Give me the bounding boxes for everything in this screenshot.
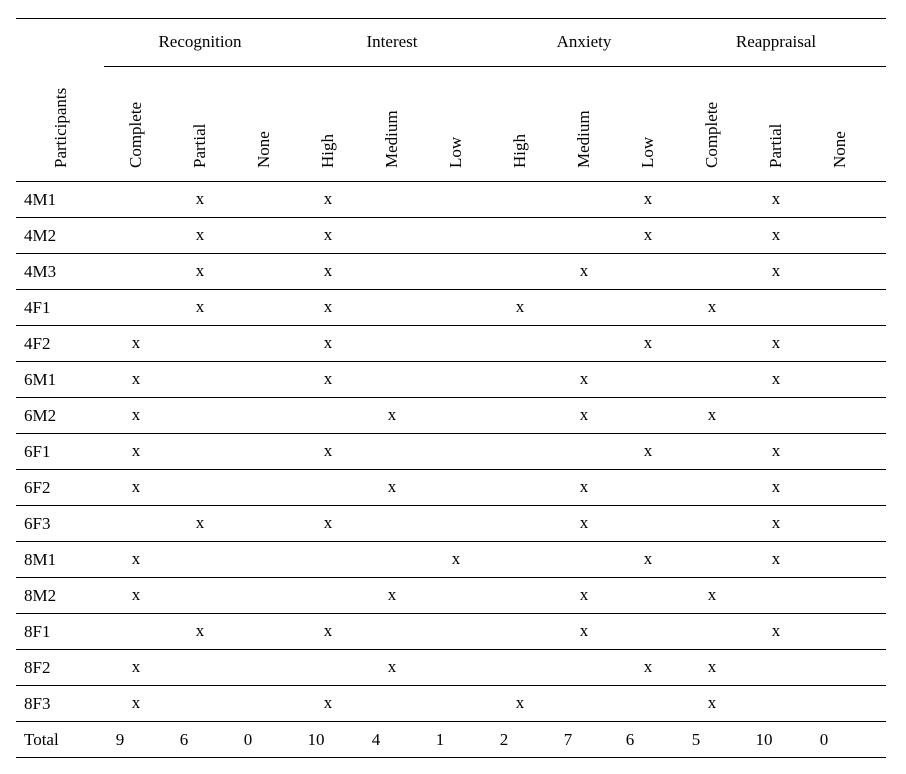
column-header-interest-medium: Medium	[382, 110, 401, 168]
cell-mark: x	[387, 585, 397, 604]
cell-mark: x	[771, 621, 781, 640]
total-value: 6	[625, 730, 635, 749]
cell-mark: x	[131, 693, 141, 712]
cell-mark: x	[131, 441, 141, 460]
row-divider	[16, 577, 886, 578]
row-label: 8M1	[24, 550, 57, 569]
cell-mark: x	[195, 225, 205, 244]
cell-mark: x	[771, 189, 781, 208]
cell-mark: x	[771, 369, 781, 388]
cell-mark: x	[771, 441, 781, 460]
total-value: 6	[179, 730, 189, 749]
column-header-recognition-partial: Partial	[190, 123, 209, 168]
total-value: 10	[755, 730, 773, 749]
cell-mark: x	[323, 261, 333, 280]
total-value: 10	[307, 730, 325, 749]
row-divider	[16, 649, 886, 650]
cell-mark: x	[131, 477, 141, 496]
row-divider	[16, 505, 886, 506]
cell-mark: x	[387, 405, 397, 424]
cell-mark: x	[195, 621, 205, 640]
cell-mark: x	[579, 261, 589, 280]
row-label: 6F2	[24, 478, 51, 497]
total-value: 7	[563, 730, 573, 749]
row-label: 6F1	[24, 442, 51, 461]
total-value: 0	[819, 730, 829, 749]
cell-mark: x	[579, 513, 589, 532]
cell-mark: x	[579, 369, 589, 388]
group-header-recognition: Recognition	[158, 32, 242, 51]
participants-header: Participants	[51, 87, 70, 168]
row-label: 4F1	[24, 298, 51, 317]
row-divider	[16, 253, 886, 254]
total-value: 1	[435, 730, 445, 749]
row-label: 6F3	[24, 514, 51, 533]
row-label: 8F3	[24, 694, 51, 713]
cell-mark: x	[131, 405, 141, 424]
cell-mark: x	[131, 657, 141, 676]
cell-mark: x	[323, 297, 333, 316]
cell-mark: x	[323, 225, 333, 244]
column-header-recognition-none: None	[254, 131, 273, 168]
total-value: 2	[499, 730, 509, 749]
row-label: 8F1	[24, 622, 51, 641]
group-underline	[104, 66, 886, 67]
row-divider	[16, 685, 886, 686]
row-divider	[16, 469, 886, 470]
cell-mark: x	[643, 189, 653, 208]
bottom-rule	[16, 757, 886, 758]
cell-mark: x	[771, 225, 781, 244]
row-label: 4F2	[24, 334, 51, 353]
cell-mark: x	[323, 189, 333, 208]
cell-mark: x	[451, 549, 461, 568]
cell-mark: x	[387, 477, 397, 496]
group-header-reappraisal: Reappraisal	[735, 32, 817, 51]
cell-mark: x	[323, 621, 333, 640]
cell-mark: x	[387, 657, 397, 676]
row-divider	[16, 325, 886, 326]
cell-mark: x	[707, 297, 717, 316]
row-label: 4M3	[24, 262, 57, 281]
cell-mark: x	[323, 441, 333, 460]
cell-mark: x	[579, 585, 589, 604]
cell-mark: x	[323, 693, 333, 712]
total-value: 5	[691, 730, 701, 749]
row-label: 6M2	[24, 406, 57, 425]
cell-mark: x	[515, 297, 525, 316]
row-divider	[16, 361, 886, 362]
row-divider	[16, 541, 886, 542]
row-divider	[16, 289, 886, 290]
cell-mark: x	[579, 621, 589, 640]
cell-mark: x	[515, 693, 525, 712]
cell-mark: x	[643, 441, 653, 460]
cell-mark: x	[643, 657, 653, 676]
cell-mark: x	[131, 333, 141, 352]
cell-mark: x	[707, 693, 717, 712]
cell-mark: x	[771, 513, 781, 532]
cell-mark: x	[707, 585, 717, 604]
cell-mark: x	[579, 405, 589, 424]
column-header-recognition-complete: Complete	[126, 101, 145, 168]
group-header-interest: Interest	[366, 32, 418, 51]
cell-mark: x	[771, 261, 781, 280]
row-divider	[16, 397, 886, 398]
column-header-reappraisal-partial: Partial	[766, 123, 785, 168]
cell-mark: x	[195, 261, 205, 280]
cell-mark: x	[195, 513, 205, 532]
row-label: 4M1	[24, 190, 57, 209]
total-value: 4	[371, 730, 381, 749]
cell-mark: x	[131, 585, 141, 604]
cell-mark: x	[323, 513, 333, 532]
column-header-anxiety-low: Low	[638, 136, 657, 168]
column-header-reappraisal-none: None	[830, 131, 849, 168]
row-label: 4M2	[24, 226, 57, 245]
total-label: Total	[24, 730, 59, 749]
cell-mark: x	[195, 297, 205, 316]
cell-mark: x	[131, 369, 141, 388]
row-label: 8M2	[24, 586, 57, 605]
total-value: 0	[243, 730, 253, 749]
cell-mark: x	[771, 333, 781, 352]
column-header-anxiety-high: High	[510, 134, 529, 168]
cell-mark: x	[579, 477, 589, 496]
cell-mark: x	[771, 477, 781, 496]
cell-mark: x	[771, 549, 781, 568]
column-header-interest-high: High	[318, 134, 337, 168]
cell-mark: x	[707, 657, 717, 676]
row-divider	[16, 217, 886, 218]
header-rule	[16, 181, 886, 182]
total-value: 9	[115, 730, 125, 749]
cell-mark: x	[643, 225, 653, 244]
column-header-reappraisal-complete: Complete	[702, 101, 721, 168]
cell-mark: x	[131, 549, 141, 568]
row-label: 8F2	[24, 658, 51, 677]
cell-mark: x	[323, 333, 333, 352]
row-divider	[16, 613, 886, 614]
cell-mark: x	[707, 405, 717, 424]
cell-mark: x	[643, 333, 653, 352]
column-header-anxiety-medium: Medium	[574, 110, 593, 168]
column-header-interest-low: Low	[446, 136, 465, 168]
row-divider	[16, 433, 886, 434]
row-divider	[16, 721, 886, 722]
cell-mark: x	[643, 549, 653, 568]
cell-mark: x	[195, 189, 205, 208]
cell-mark: x	[323, 369, 333, 388]
group-header-anxiety: Anxiety	[556, 32, 612, 51]
top-rule	[16, 18, 886, 19]
row-label: 6M1	[24, 370, 57, 389]
